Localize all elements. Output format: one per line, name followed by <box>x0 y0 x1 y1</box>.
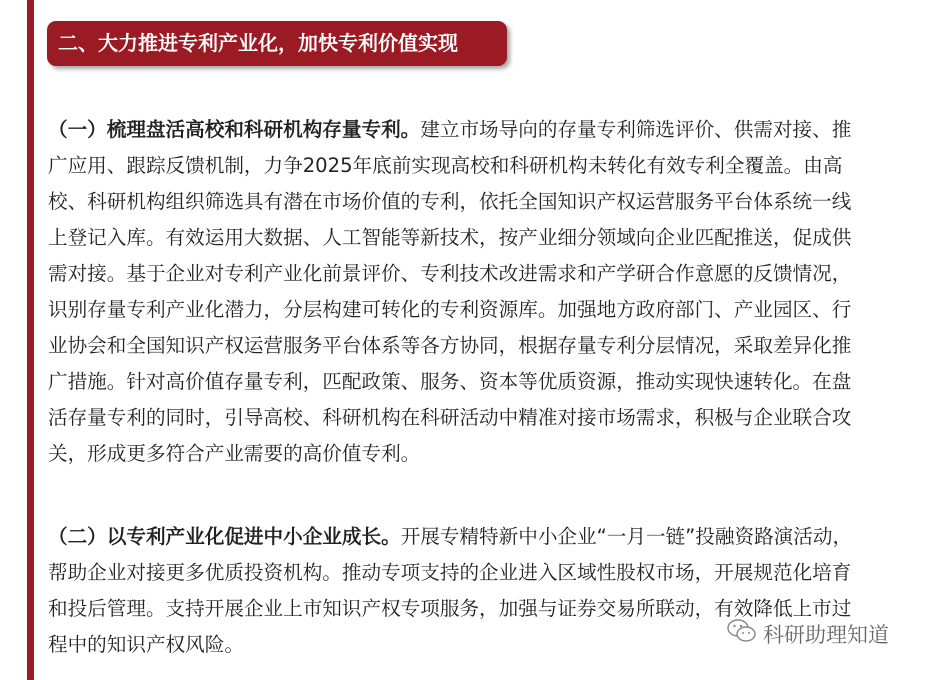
watermark <box>727 618 889 649</box>
paragraph-1 <box>48 112 870 472</box>
wechat-icon <box>727 618 763 649</box>
paragraph-lead: （二）以专利产业化促进中小企业成长。 <box>48 525 401 548</box>
watermark-text: 科研助理知道 <box>763 622 889 647</box>
paragraph-body: 建立市场导向的存量专利筛选评价、供需对接、推广应用、跟踪反馈机制，力争2025年底前实现高校和科研机构未转化有效专利全覆盖。由高校、科研机构组织筛选具有潜在市场价值的专利，依托全国知识产权运营服务平台体系统一线上登记入库。有效运用大数据、人工智能等新技术，按产业细分领域向企业匹配推送，促成供需对接。基于企业对专利产业化前景评价、专利技术改进需求和产学研合作意愿的反馈情况，识别存量专利产业化潜力，分层构建可转化的专利资源库。加强地方政府部门、产业园区、行业协会和全国知识产权运营服务平台体系等各方协同，根据存量专利分层情况，采取差异化推广措施。针对高价值存量专利，匹配政策、服务、资本等优质资源，推动实现快速转化。在盘活存量专利的同时，引导高校、科研机构在科研活动中精准对接市场需求，积极与企业联合攻关，形成更多符合产业需要的高价值专利。 <box>48 118 852 465</box>
section-title: 二、大力推进专利产业化，加快专利价值实现 <box>47 21 507 66</box>
paragraph-lead: （一）梳理盘活高校和科研机构存量专利。 <box>48 118 421 141</box>
paragraph-body: 开展专精特新中小企业“一月一链”投融资路演活动，帮助企业对接更多优质投资机构。推动专项支持的企业进入区域性股权市场，开展规范化培育和投后管理。支持开展企业上市知识产权专项服务，加强与证券交易所联动，有效降低上市过程中的知识产权风险。 <box>48 525 853 656</box>
left-accent-bar <box>27 0 34 680</box>
